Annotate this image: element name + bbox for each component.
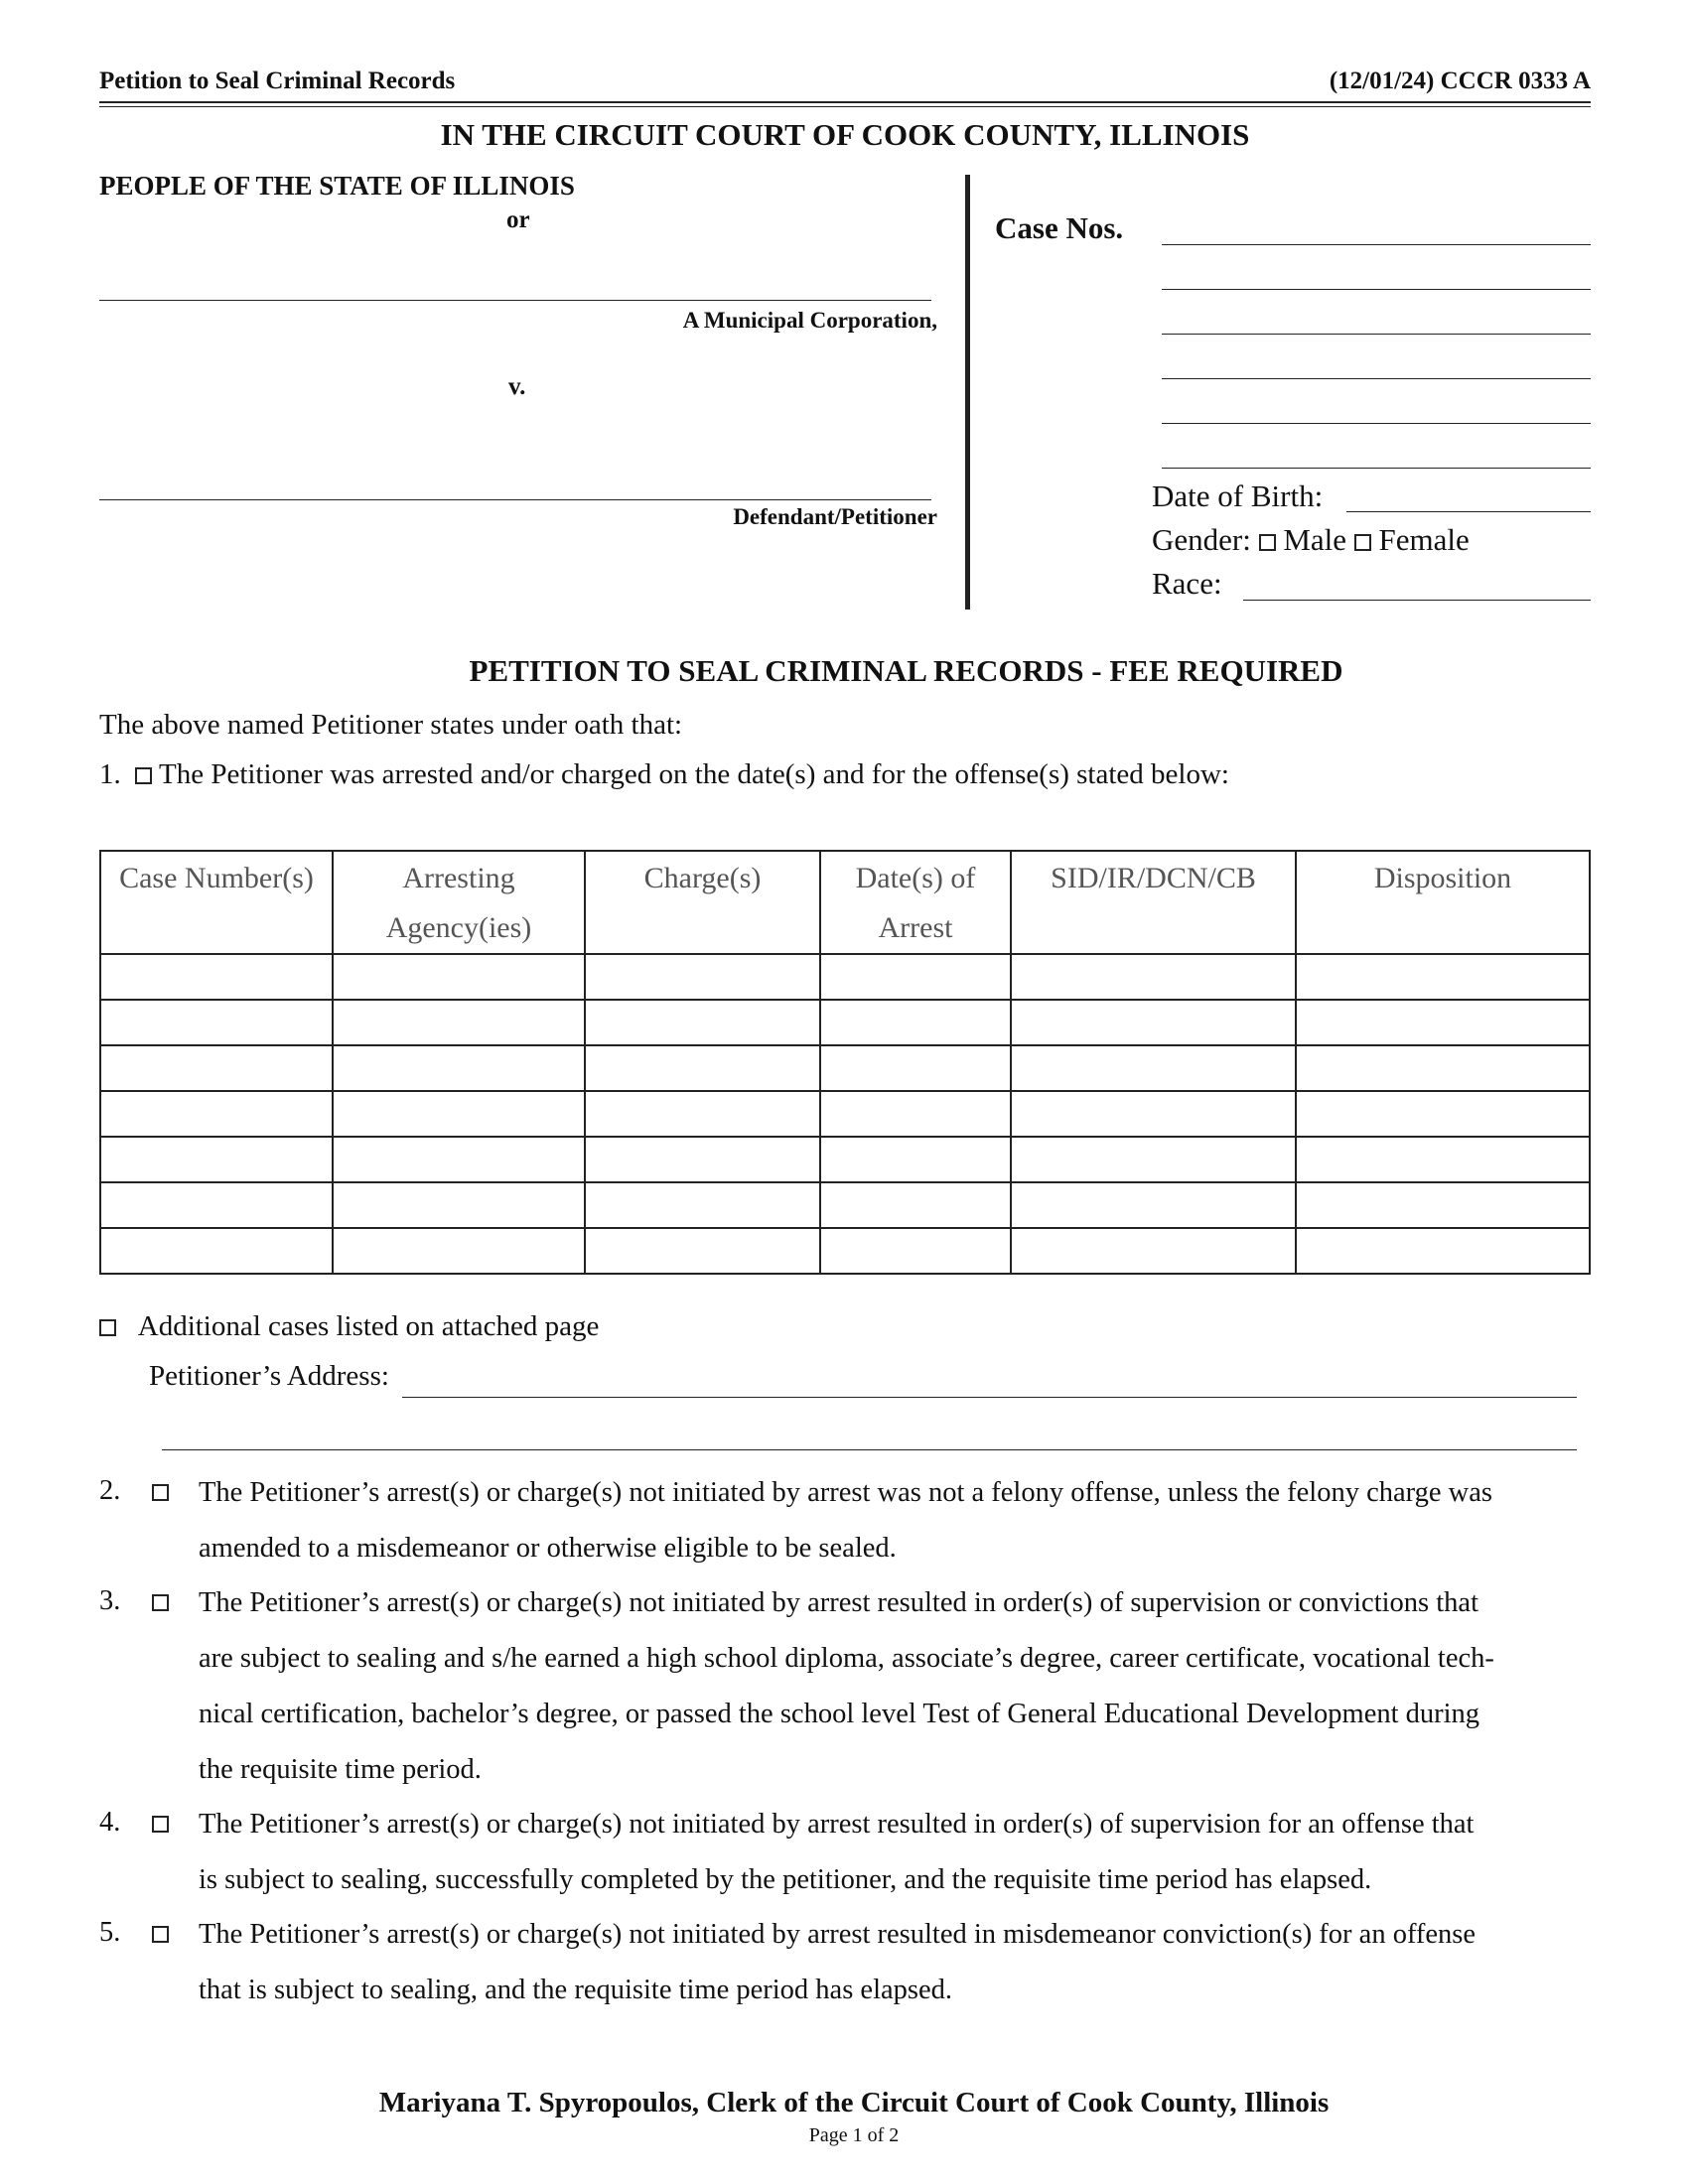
table-cell[interactable] — [820, 1045, 1011, 1091]
item-text-line: the requisite time period. — [199, 1754, 482, 1785]
gender-row — [1152, 522, 1470, 558]
address-line-2[interactable] — [162, 1449, 1577, 1450]
table-cell[interactable] — [1296, 1000, 1590, 1045]
item-text-line: that is subject to sealing, and the requisite time period has elapsed. — [199, 1975, 953, 2005]
additional-cases-checkbox[interactable] — [99, 1319, 116, 1336]
male-checkbox[interactable] — [1259, 534, 1276, 551]
table-cell[interactable] — [333, 954, 585, 1000]
col-sid-ir-dcn-cb: SID/IR/DCN/CB — [1011, 851, 1296, 954]
case-no-line-5[interactable] — [1162, 423, 1591, 424]
gender-label: Gender: — [1152, 522, 1251, 557]
table-cell[interactable] — [1296, 1137, 1590, 1182]
col-date-of-arrest: Date(s) of Arrest — [820, 851, 1011, 954]
item-text-line: nical certification, bachelor’s degree, or passed the school level Test of General Educational Development during — [199, 1699, 1480, 1729]
case-no-line-3[interactable] — [1162, 334, 1591, 335]
table-cell[interactable] — [1296, 1228, 1590, 1274]
table-cell[interactable] — [333, 1045, 585, 1091]
col-case-number: Case Number(s) — [100, 851, 333, 954]
table-cell[interactable] — [1011, 1137, 1296, 1182]
table-cell[interactable] — [585, 1045, 820, 1091]
table-cell[interactable] — [1296, 954, 1590, 1000]
race-label: Race: — [1152, 566, 1222, 601]
female-checkbox[interactable] — [1354, 534, 1371, 551]
additional-cases-label: Additional cases listed on attached page — [137, 1310, 600, 1342]
table-cell[interactable] — [585, 1000, 820, 1045]
item-checkbox[interactable] — [152, 1594, 169, 1611]
table-cell[interactable] — [585, 1182, 820, 1228]
table-cell[interactable] — [100, 1091, 333, 1137]
header-form-code: (12/01/24) CCCR 0333 A — [1329, 68, 1591, 94]
item-text-line: are subject to sealing and s/he earned a high school diploma, associate’s degree, career certificate, vocational tech- — [199, 1643, 1494, 1674]
item-1-text: The Petitioner was arrested and/or charged on the date(s) and for the offense(s) stated below: — [158, 758, 1229, 790]
or-label: or — [506, 206, 530, 233]
table-cell[interactable] — [820, 1137, 1011, 1182]
table-cell[interactable] — [1011, 1045, 1296, 1091]
table-cell[interactable] — [100, 1137, 333, 1182]
municipal-label: A Municipal Corporation, — [682, 308, 937, 333]
item-number: 5. — [99, 1917, 121, 1948]
col-arresting-agency: Arresting Agency(ies) — [333, 851, 585, 954]
table-cell[interactable] — [585, 1228, 820, 1274]
race-line[interactable] — [1243, 600, 1591, 601]
case-no-line-2[interactable] — [1162, 289, 1591, 290]
table-row — [100, 1091, 1590, 1137]
table-cell[interactable] — [820, 954, 1011, 1000]
table-row — [100, 1228, 1590, 1274]
table-cell[interactable] — [333, 1000, 585, 1045]
header-rule — [99, 101, 1591, 107]
table-cell[interactable] — [100, 1045, 333, 1091]
female-label: Female — [1378, 522, 1470, 557]
table-cell[interactable] — [820, 1182, 1011, 1228]
intro-text: The above named Petitioner states under oath that: — [99, 709, 683, 741]
table-cell[interactable] — [100, 1182, 333, 1228]
table-cell[interactable] — [585, 1091, 820, 1137]
dob-line[interactable] — [1346, 511, 1591, 512]
dob-label: Date of Birth: — [1152, 478, 1324, 513]
municipality-name-line[interactable] — [99, 300, 931, 301]
table-cell[interactable] — [1011, 1091, 1296, 1137]
table-row — [100, 1182, 1590, 1228]
item-text-line: The Petitioner’s arrest(s) or charge(s) not initiated by arrest resulted in order(s) of supervision or convictions that — [199, 1587, 1478, 1618]
case-no-line-6[interactable] — [1162, 468, 1591, 469]
caption-divider — [965, 175, 970, 610]
item-text-line: The Petitioner’s arrest(s) or charge(s) not initiated by arrest was not a felony offense, unless the felony charge was — [199, 1477, 1492, 1508]
case-nos-label: Case Nos. — [995, 210, 1124, 245]
col-disposition: Disposition — [1296, 851, 1590, 954]
table-cell[interactable] — [1011, 1228, 1296, 1274]
versus-label: v. — [508, 373, 526, 400]
table-cell[interactable] — [1296, 1045, 1590, 1091]
table-cell[interactable] — [100, 1228, 333, 1274]
address-label: Petitioner’s Address: — [149, 1360, 389, 1392]
defendant-name-line[interactable] — [99, 499, 931, 500]
male-label: Male — [1283, 522, 1347, 557]
table-row — [100, 1000, 1590, 1045]
table-cell[interactable] — [100, 1000, 333, 1045]
table-row — [100, 1137, 1590, 1182]
item-text-line: amended to a misdemeanor or otherwise eligible to be sealed. — [199, 1533, 897, 1564]
item-text-line: The Petitioner’s arrest(s) or charge(s) not initiated by arrest resulted in order(s) of supervision for an offense that — [199, 1809, 1475, 1840]
header-form-name: Petition to Seal Criminal Records — [99, 68, 456, 94]
case-no-line-1[interactable] — [1162, 244, 1591, 245]
defendant-label: Defendant/Petitioner — [733, 504, 937, 529]
table-cell[interactable] — [820, 1091, 1011, 1137]
form-title: PETITION TO SEAL CRIMINAL RECORDS - FEE REQUIRED — [469, 653, 1343, 688]
page-number: Page 1 of 2 — [808, 2124, 900, 2146]
table-cell[interactable] — [333, 1182, 585, 1228]
table-header-row — [100, 851, 1590, 954]
item-checkbox[interactable] — [152, 1926, 169, 1943]
table-cell[interactable] — [333, 1137, 585, 1182]
table-cell[interactable] — [1011, 1182, 1296, 1228]
table-cell[interactable] — [100, 954, 333, 1000]
offense-table — [99, 850, 1591, 1275]
table-cell[interactable] — [1011, 1000, 1296, 1045]
table-cell[interactable] — [333, 1228, 585, 1274]
item-checkbox[interactable] — [152, 1484, 169, 1501]
item-number: 2. — [99, 1475, 121, 1506]
table-cell[interactable] — [585, 1137, 820, 1182]
item-1 — [99, 758, 1229, 791]
table-cell[interactable] — [1011, 954, 1296, 1000]
table-cell[interactable] — [1296, 1091, 1590, 1137]
clerk-footer: Mariyana T. Spyropoulos, Clerk of the Circuit Court of Cook County, Illinois — [378, 2087, 1330, 2118]
item-text-line: is subject to sealing, successfully completed by the petitioner, and the requisite time period has elapsed. — [199, 1864, 1372, 1895]
item-text-line: The Petitioner’s arrest(s) or charge(s) not initiated by arrest resulted in misdemeanor conviction(s) for an offense — [199, 1919, 1477, 1950]
people-label: PEOPLE OF THE STATE OF ILLINOIS — [99, 171, 575, 201]
item-checkbox[interactable] — [152, 1816, 169, 1833]
table-cell[interactable] — [585, 954, 820, 1000]
table-cell[interactable] — [820, 1228, 1011, 1274]
item-number: 3. — [99, 1585, 121, 1616]
table-cell[interactable] — [333, 1091, 585, 1137]
additional-cases-row — [99, 1310, 599, 1343]
table-row — [100, 954, 1590, 1000]
table-row — [100, 1045, 1590, 1091]
item-number: 4. — [99, 1807, 121, 1838]
table-cell[interactable] — [820, 1000, 1011, 1045]
col-charges: Charge(s) — [585, 851, 820, 954]
address-line-1[interactable] — [402, 1397, 1577, 1398]
table-cell[interactable] — [1296, 1182, 1590, 1228]
item-1-number: 1. — [99, 758, 121, 790]
item-1-checkbox[interactable] — [135, 767, 152, 784]
court-title: IN THE CIRCUIT COURT OF COOK COUNTY, ILLINOIS — [440, 117, 1250, 152]
case-no-line-4[interactable] — [1162, 378, 1591, 379]
